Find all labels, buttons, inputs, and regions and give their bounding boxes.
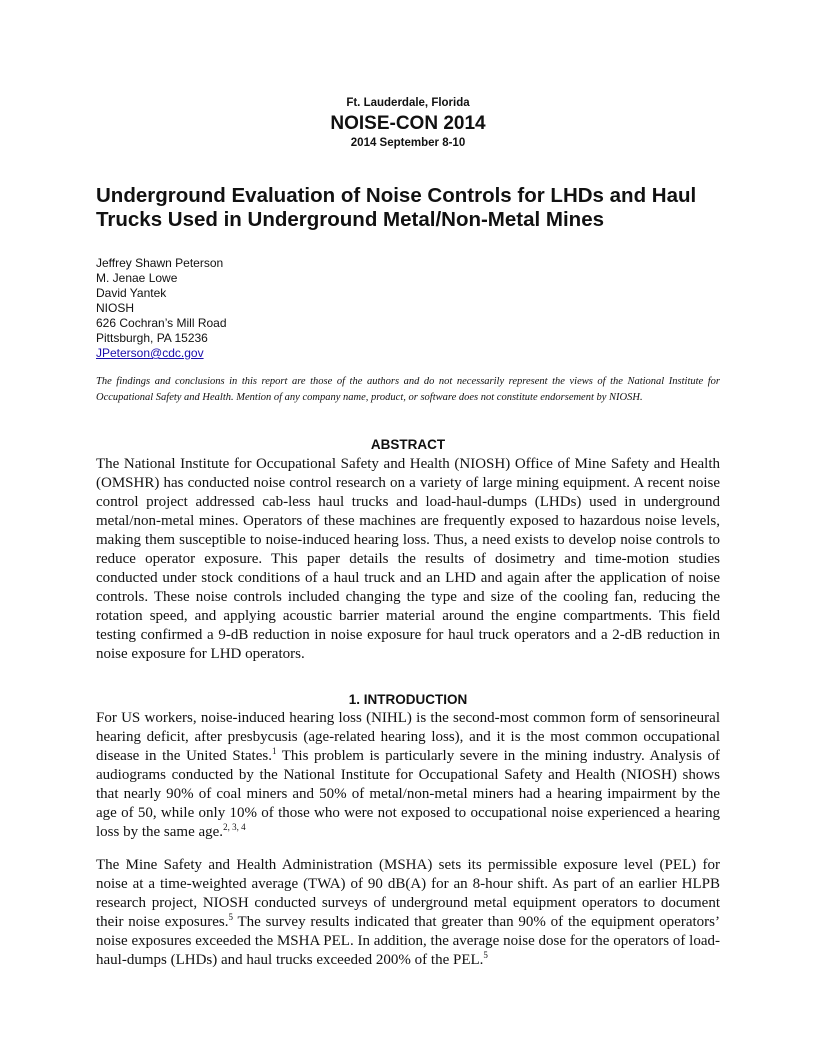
paper-title: Underground Evaluation of Noise Controls for LHDs and Haul Trucks Used in Underground Metal/Non-Metal Mines (96, 184, 697, 231)
abstract-text: The National Institute for Occupational Safety and Health (NIOSH) Office of Mine Safety and Health (OMSHR) has conducted noise control research on a variety of large mining equipment. A recent noise control project addressed cab-less haul trucks and load-haul-dumps (LHDs) used in underground metal/non-metal mines. Operators of these machines are frequently exposed to hazardous noise levels, making them susceptible to noise-induced hearing loss. Thus, a need exists to develop noise controls to reduce operator exposure. This paper details the results of dosimetry and time-motion studies conducted under stock conditions of a haul truck and an LHD and again after the application of noise controls. These noise controls included changing the type and size of the cooling fan, reducing the rotation speed, and applying acoustic barrier material around the engine compartments. This field testing confirmed a 9-dB reduction in noise exposure for haul truck operators and a 2-dB reduction in noise exposure for LHD operators. (96, 456, 720, 662)
author-street: 626 Cochran’s Mill Road (96, 316, 227, 330)
author-block (96, 256, 496, 361)
paragraph-text: The Mine Safety and Health Administration (MSHA) sets its permissible exposure level (PEL) for noise at a time-weighted average (TWA) of 90 dB(A) for an 8-hour shift. As part of an earlier HLPB research project, NIOSH conducted surveys of underground metal equipment operators to document their noise exposures. (96, 857, 720, 930)
paragraph-text: For US workers, noise-induced hearing loss (NIHL) is the second-most common form of sensorineural hearing deficit, after presbycusis (age-related hearing loss), and it is the most common occupational disease in the United States. (96, 710, 720, 764)
paragraph-text: This problem is particularly severe in the mining industry. Analysis of audiograms conducted by the National Institute for Occupational Safety and Health (NIOSH) shows that nearly 90% of coal miners and 50% of metal/non-metal miners had a hearing impairment by the age of 50, while only 10% of those who were not exposed to occupational noise experienced a hearing loss by the same age. (96, 748, 721, 840)
introduction-heading: 1. INTRODUCTION (348, 692, 468, 707)
conference-dates: 2014 September 8-10 (350, 137, 466, 149)
conference-name: NOISE-CON 2014 (330, 113, 486, 134)
citation-ref: 2, 3, 4 (223, 822, 246, 832)
author-name: David Yantek (96, 286, 167, 300)
introduction-paragraph (96, 856, 720, 970)
citation-ref: 5 (228, 912, 233, 922)
author-organization: NIOSH (96, 301, 135, 315)
citation-ref: 1 (271, 746, 277, 756)
introduction-paragraph (96, 709, 720, 842)
conference-location: Ft. Lauderdale, Florida (346, 97, 470, 109)
author-city: Pittsburgh, PA 15236 (96, 331, 208, 345)
citation-ref: 5 (483, 950, 488, 960)
author-email-link[interactable]: JPeterson@cdc.gov (96, 346, 204, 360)
abstract-heading: ABSTRACT (370, 437, 446, 452)
paragraph-text: The survey results indicated that greater than 90% of the equipment operators’ noise exposures exceeded the MSHA PEL. In addition, the average noise dose for the operators of load-haul-dumps (LHDs) and haul trucks exceeded 200% of the PEL. (96, 914, 720, 968)
disclaimer: The findings and conclusions in this report are those of the authors and do not necessarily represent the views of the National Institute for Occupational Safety and Health. Mention of any company name, product, or software does not constitute endorsement by NIOSH. (96, 376, 720, 403)
author-name: M. Jenae Lowe (96, 271, 178, 285)
author-name: Jeffrey Shawn Peterson (96, 256, 224, 270)
